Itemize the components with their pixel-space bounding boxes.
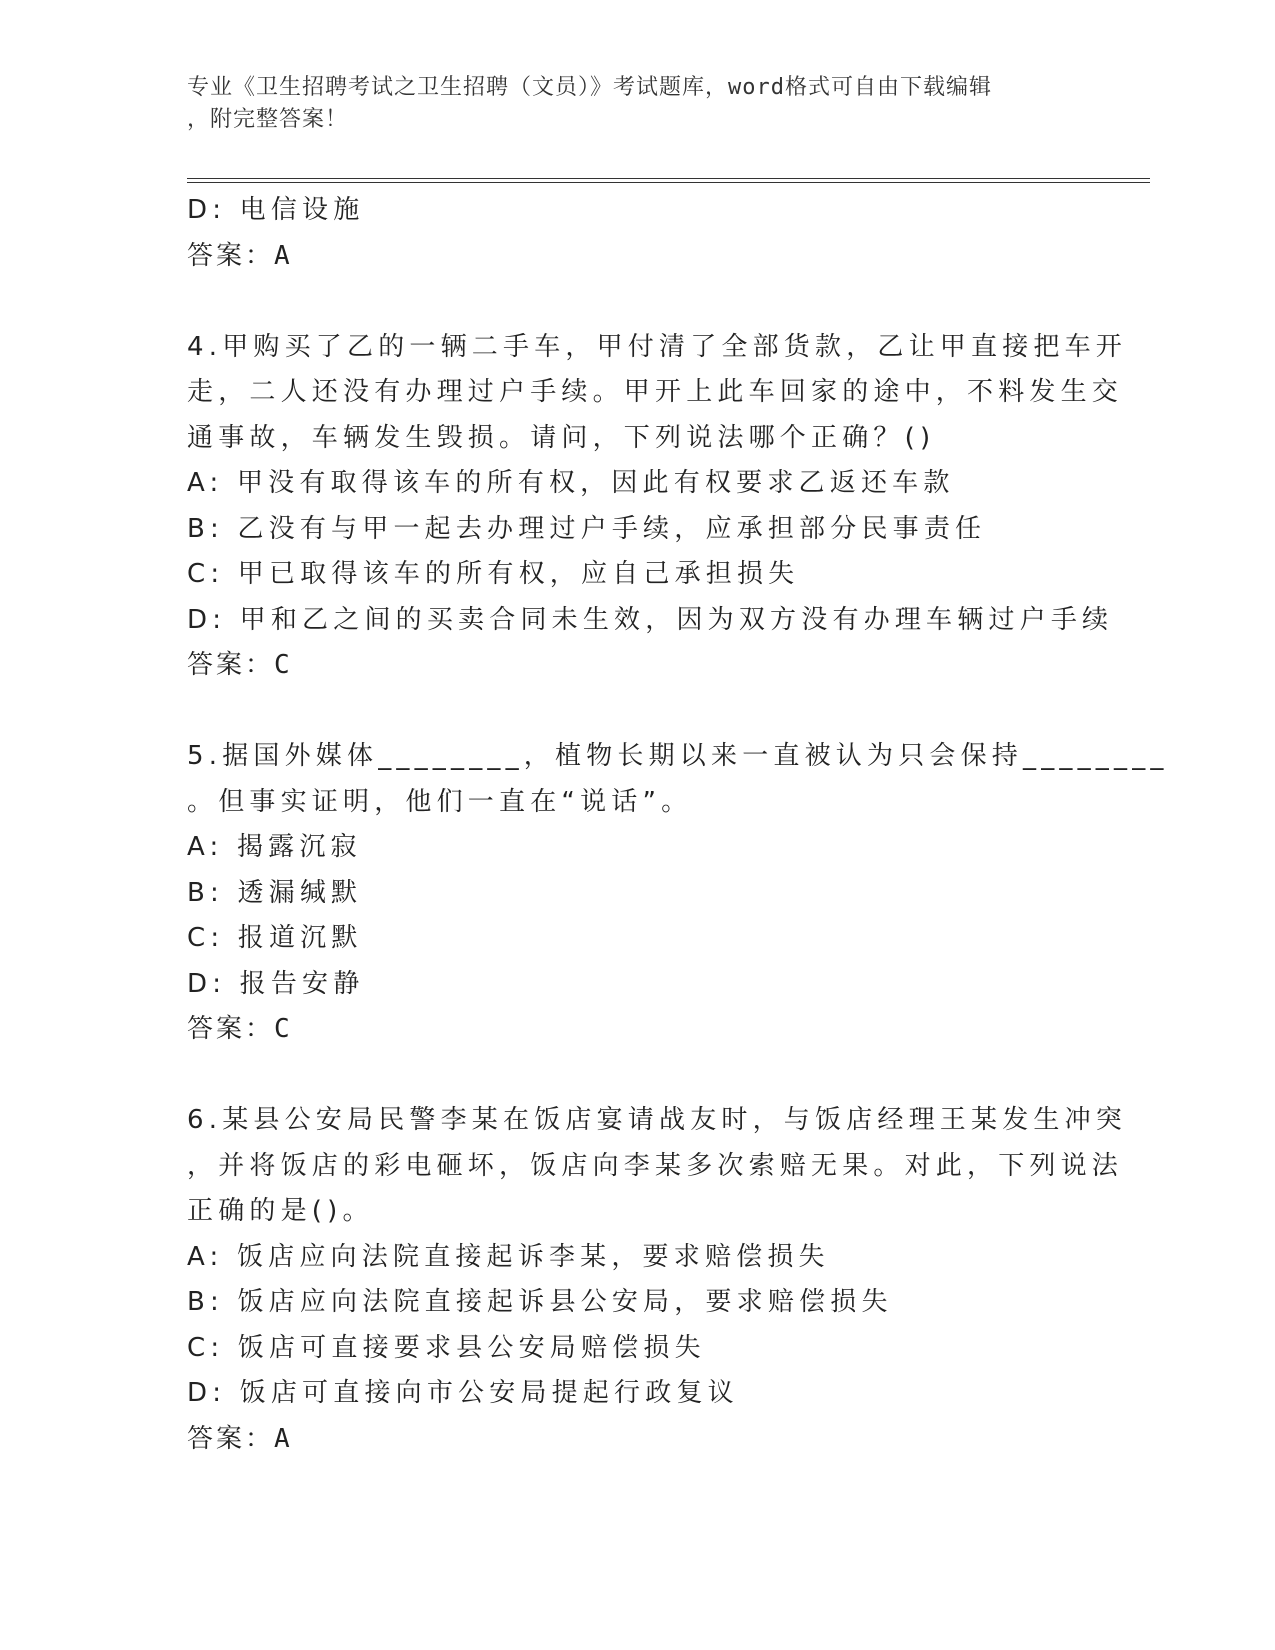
answer-value: C (274, 650, 293, 680)
answer-line (187, 1007, 1087, 1053)
question-stem-line: 通事故，车辆发生毁损。请问，下列说法哪个正确？() (187, 422, 936, 453)
option-c: C: 报道沉默 (187, 923, 363, 953)
option-d: D: 甲和乙之间的买卖合同未生效，因为双方没有办理车辆过户手续 (187, 604, 1114, 635)
answer-label: 答案： (187, 240, 275, 271)
header-line-1: 专业《卫生招聘考试之卫生招聘（文员）》考试题库，word格式可自由下载编辑 (187, 75, 992, 100)
answer-value: A (274, 240, 293, 271)
continued-answer (187, 234, 1087, 280)
question-stem-line: 。但事实证明，他们一直在“说话”。 (187, 786, 693, 817)
answer-line (187, 1417, 1087, 1463)
question-5 (187, 734, 1169, 1053)
option-c: C: 甲已取得该车的所有权，应自己承担损失 (187, 559, 800, 589)
question-6 (187, 1098, 1128, 1462)
option-a: A: 饭店应向法院直接起诉李某，要求赔偿损失 (187, 1241, 830, 1272)
option-c: C: 饭店可直接要求县公安局赔偿损失 (187, 1332, 706, 1363)
question-4 (187, 325, 1128, 689)
option-b: B: 饭店应向法院直接起诉县公安局，要求赔偿损失 (187, 1287, 893, 1317)
header-divider-top (187, 178, 1150, 179)
answer-label: 答案： (187, 1423, 275, 1454)
answer-value: C (274, 1014, 293, 1044)
option-d: D: 报告安静 (187, 968, 365, 999)
question-stem-line: 正确的是()。 (187, 1196, 374, 1226)
option-d: D: 饭店可直接向市公安局提起行政复议 (187, 1378, 739, 1408)
option-b: B: 透漏缄默 (187, 877, 363, 908)
question-stem-line: ，并将饭店的彩电砸坏，饭店向李某多次索赔无果。对此，下列说法 (187, 1150, 1124, 1181)
answer-line (187, 643, 1087, 689)
header-line-2: ，附完整答案！ (187, 107, 349, 132)
question-list (187, 188, 1169, 1462)
question-stem-line: 5.据国外媒体________，植物长期以来一直被认为只会保持________ (187, 741, 1169, 771)
continued-option-d: D: 电信设施 (187, 195, 365, 225)
header-divider-bottom (187, 182, 1150, 183)
option-b: B: 乙没有与甲一起去办理过户手续，应承担部分民事责任 (187, 513, 987, 544)
option-a: A: 甲没有取得该车的所有权，因此有权要求乙返还车款 (187, 468, 955, 498)
answer-value: A (274, 1423, 293, 1454)
answer-label: 答案： (187, 1014, 275, 1044)
question-stem-line: 走，二人还没有办理过户手续。甲开上此车回家的途中，不料发生交 (187, 377, 1124, 407)
question-stem-line: 4.甲购买了乙的一辆二手车，甲付清了全部货款，乙让甲直接把车开 (187, 331, 1128, 362)
question-stem-line: 6.某县公安局民警李某在饭店宴请战友时，与饭店经理王某发生冲突 (187, 1105, 1128, 1135)
document-header (187, 72, 1067, 136)
answer-label: 答案： (187, 650, 275, 680)
option-a: A: 揭露沉寂 (187, 832, 362, 862)
